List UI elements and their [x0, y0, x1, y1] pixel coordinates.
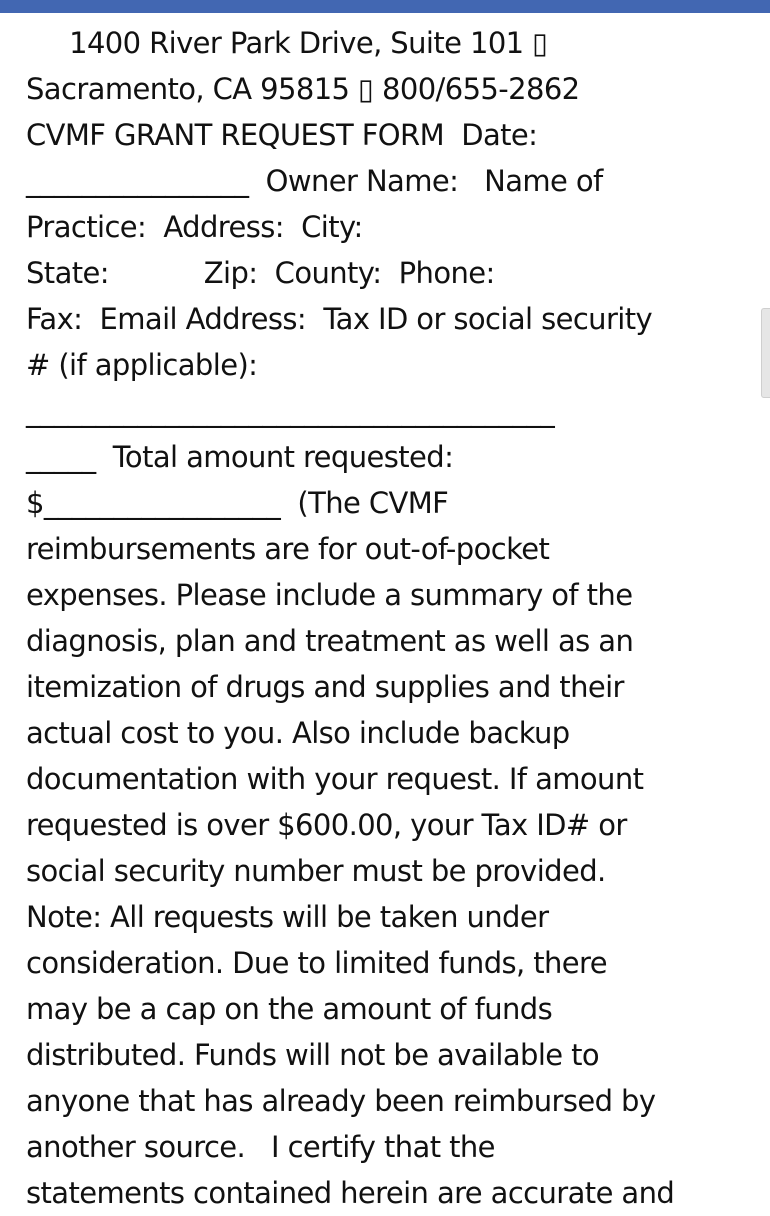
note-text-line: Note: All requests will be taken under [26, 900, 549, 934]
body-text-line: diagnosis, plan and treatment as well as an [26, 624, 634, 658]
certify-text-line: another source. I certify that the [26, 1130, 495, 1164]
address-line-1: 1400 River Park Drive, Suite 101 ▯ [26, 26, 548, 60]
note-text-line: anyone that has already been reimbursed by [26, 1084, 656, 1118]
certify-text-line: statements contained herein are accurate and [26, 1176, 675, 1210]
form-line-practice-address: Practice: Address: City: [26, 210, 363, 244]
body-text-line: expenses. Please include a summary of the [26, 578, 633, 612]
form-line-if-applicable: # (if applicable): [26, 348, 258, 382]
body-text-line: reimbursements are for out-of-pocket [26, 532, 550, 566]
body-text-line: social security number must be provided. [26, 854, 606, 888]
body-text-line: actual cost to you. Also include backup [26, 716, 570, 750]
body-text-line: documentation with your request. If amount [26, 762, 644, 796]
body-text-line: requested is over $600.00, your Tax ID# or [26, 808, 627, 842]
grant-request-form-text [26, 20, 746, 1216]
form-line-date-owner: ________________ Owner Name: Name of [26, 164, 603, 198]
note-text-line: may be a cap on the amount of funds [26, 992, 553, 1026]
form-title-line: CVMF GRANT REQUEST FORM Date: [26, 118, 538, 152]
form-line-fax-email: Fax: Email Address: Tax ID or social security [26, 302, 653, 336]
form-line-amount-blank: $_________________ (The CVMF [26, 486, 449, 520]
note-text-line: distributed. Funds will not be available to [26, 1038, 600, 1072]
address-line-2: Sacramento, CA 95815 ▯ 800/655-2862 [26, 72, 580, 106]
form-line-state-zip: State: Zip: County: Phone: [26, 256, 495, 290]
note-text-line: consideration. Due to limited funds, there [26, 946, 607, 980]
scrollbar-handle[interactable] [761, 308, 770, 398]
form-line-total-amount: _____ Total amount requested: [26, 440, 454, 474]
body-text-line: itemization of drugs and supplies and their [26, 670, 624, 704]
form-blank-line: ______________________________________ [26, 394, 555, 428]
app-top-bar [0, 0, 770, 13]
